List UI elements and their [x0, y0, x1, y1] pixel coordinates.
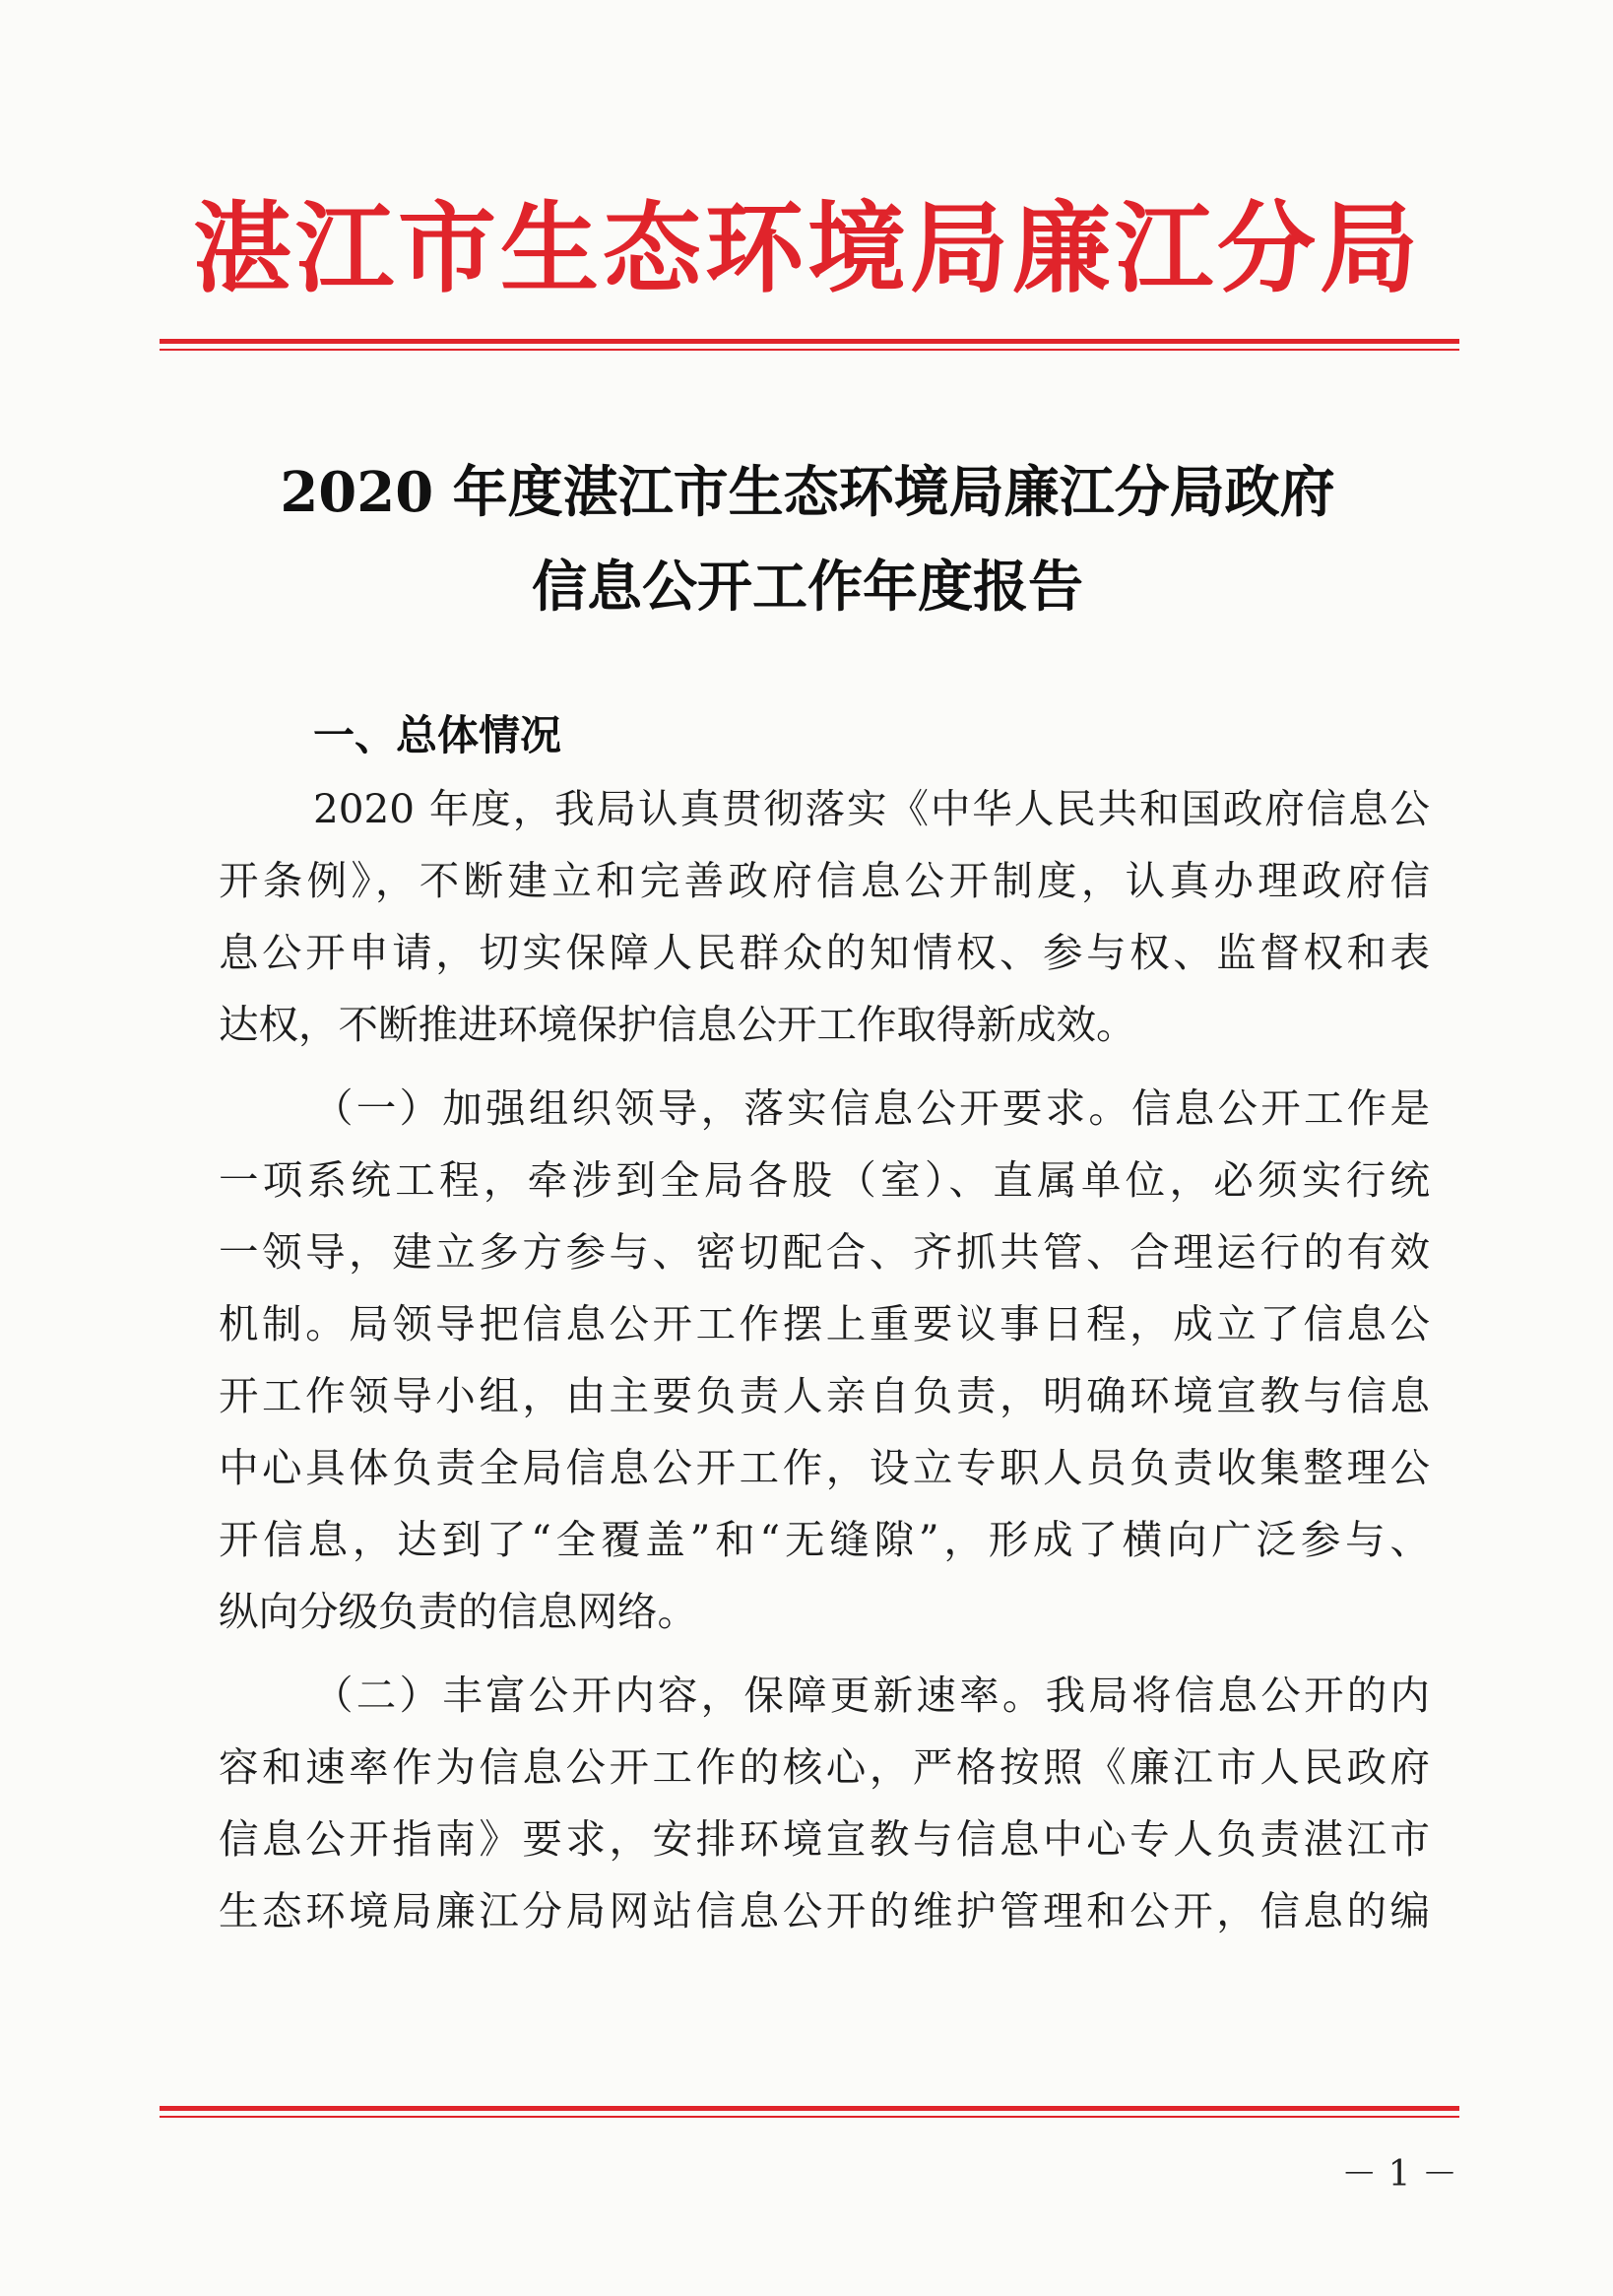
body-line: 中心具体负责全局信息公开工作，设立专职人员负责收集整理公: [219, 1444, 1430, 1491]
body-line: （二）丰富公开内容，保障更新速率。我局将信息公开的内: [313, 1672, 1430, 1719]
body-line: 生态环境局廉江分局网站信息公开的维护管理和公开，信息的编: [219, 1887, 1430, 1935]
body-line: 容和速率作为信息公开工作的核心，严格按照《廉江市人民政府: [219, 1743, 1430, 1791]
masthead-title: 湛江市生态环境局廉江分局: [193, 190, 1422, 306]
body-line: 开信息，达到了“全覆盖”和“无缝隙”，形成了横向广泛参与、: [219, 1516, 1430, 1563]
body-line: 2020 年度，我局认真贯彻落实《中华人民共和国政府信息公: [313, 785, 1430, 832]
body-line: 息公开申请，切实保障人民群众的知情权、参与权、监督权和表: [219, 929, 1430, 976]
page-number: － 1 －: [1341, 2154, 1457, 2195]
body-line: 开工作领导小组，由主要负责人亲自负责，明确环境宣教与信息: [219, 1372, 1430, 1419]
body-line: 纵向分级负责的信息网络。: [219, 1588, 697, 1635]
body-line: 信息公开指南》要求，安排环境宣教与信息中心专人负责湛江市: [219, 1815, 1430, 1863]
body-line: 开条例》，不断建立和完善政府信息公开制度，认真办理政府信: [219, 857, 1430, 904]
top-red-rule: [160, 339, 1459, 351]
report-title-line-2: 信息公开工作年度报告: [532, 555, 1083, 620]
body-line: 达权，不断推进环境保护信息公开工作取得新成效。: [219, 1001, 1136, 1048]
bottom-red-rule: [160, 2106, 1459, 2118]
body-line: 机制。局领导把信息公开工作摆上重要议事日程，成立了信息公: [219, 1300, 1430, 1347]
report-title-line-1: 2020 年度湛江市生态环境局廉江分局政府: [280, 460, 1335, 525]
body-line: 一项系统工程，牵涉到全局各股（室）、直属单位，必须实行统: [219, 1156, 1430, 1204]
body-line: 一领导，建立多方参与、密切配合、齐抓共管、合理运行的有效: [219, 1228, 1430, 1276]
body-line: （一）加强组织领导，落实信息公开要求。信息公开工作是: [313, 1084, 1430, 1132]
section-heading: 一、总体情况: [313, 711, 562, 759]
